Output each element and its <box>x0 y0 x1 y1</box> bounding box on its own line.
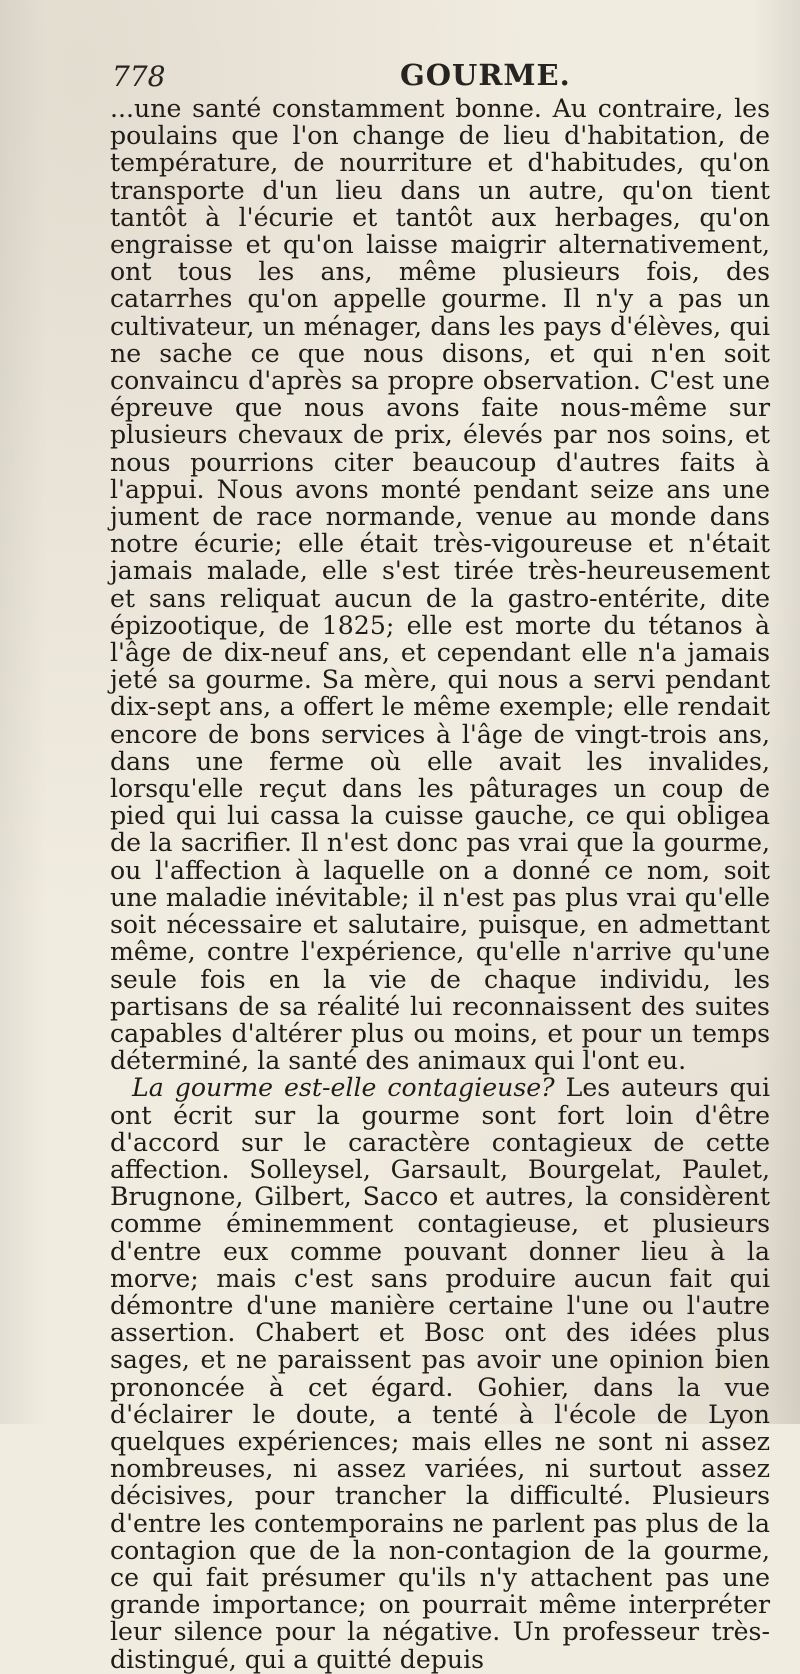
paragraph-1 <box>110 95 770 1074</box>
paragraph-2-text: Les auteurs qui ont écrit sur la gourme sont fort loin d'être d'accord sur le caractère contagieux de cette affection. Solleysel, Garsault, Bourgelat, Paulet, Brugnone, Gilbert, Sacco et autres, la considèrent comme éminemment contagieuse, et plusieurs d'entre eux comme pouvant donner lieu à la morve; mais c'est sans produire aucun fait qui démontre d'une manière certaine l'une ou l'autre assertion. Chabert et Bosc ont des idées plus sages, et ne paraissent pas avoir une opinion bien prononcée à cet égard. Gohier, dans la vue d'éclairer le doute, a tenté à l'école de Lyon quelques expériences; mais elles ne sont ni assez nombreuses, ni assez variées, ni surtout assez décisives, pour trancher la difficulté. Plusieurs d'entre les contemporains ne parlent pas plus de la contagion que de la non-contagion de la gourme, ce qui fait présumer qu'ils n'y attachent pas une grande importance; on pourrait même interpréter leur silence pour la négative. Un professeur très-distingué, qui a quitté depuis <box>110 1073 771 1674</box>
paragraph-1-text: ...une santé constamment bonne. Au contraire, les poulains que l'on change de lieu d'habitation, de température, de nourriture et d'habitudes, qu'on transporte d'un lieu dans un autre, qu'on tient tantôt à l'écurie et tantôt aux herbages, qu'on engraisse et qu'on laisse maigrir alternativement, ont tous les ans, même plusieurs fois, des catarrhes qu'on appelle gourme. Il n'y a pas un cultivateur, un ménager, dans les pays d'élèves, qui ne sache ce que nous disons, et qui n'en soit convaincu d'après sa propre observation. C'est une épreuve que nous avons faite nous-même sur plusieurs chevaux de prix, élevés par nos soins, et nous pourrions citer beaucoup d'autres faits à l'appui. Nous avons monté pendant seize ans une jument de race normande, venue au monde dans notre écurie; elle était très-vigoureuse et n'était jamais malade, elle s'est tirée très-heureusement et sans reliquat aucun de la gastro-entérite, dite épizootique, de 1825; elle est morte du tétanos à l'âge de dix-neuf ans, et cependant elle n'a jamais jeté sa gourme. Sa mère, qui nous a servi pendant dix-sept ans, a offert le même exemple; elle rendait encore de bons services à l'âge de vingt-trois ans, dans une ferme où elle avait les invalides, lorsqu'elle reçut dans les pâturages un coup de pied qui lui cassa la cuisse gauche, ce qui obligea de la sacrifier. Il n'est donc pas vrai que la gourme, ou l'affection à laquelle on a donné ce nom, soit une maladie inévitable; il n'est pas plus vrai qu'elle soit nécessaire et salutaire, puisque, en admettant même, contre l'expérience, qu'elle n'arrive qu'une seule fois en la vie de chaque individu, les partisans de sa réalité lui reconnaissent des suites capables d'altérer plus ou moins, et pour un temps déterminé, la santé des animaux qui l'ont eu. <box>110 94 770 1076</box>
running-head: GOURME. <box>400 58 571 92</box>
paragraph-2-heading: La gourme est-elle contagieuse? <box>132 1073 555 1103</box>
page-header <box>110 52 760 92</box>
paragraph-2 <box>110 1074 770 1672</box>
page-number: 778 <box>112 60 166 93</box>
body-text <box>110 95 770 1673</box>
